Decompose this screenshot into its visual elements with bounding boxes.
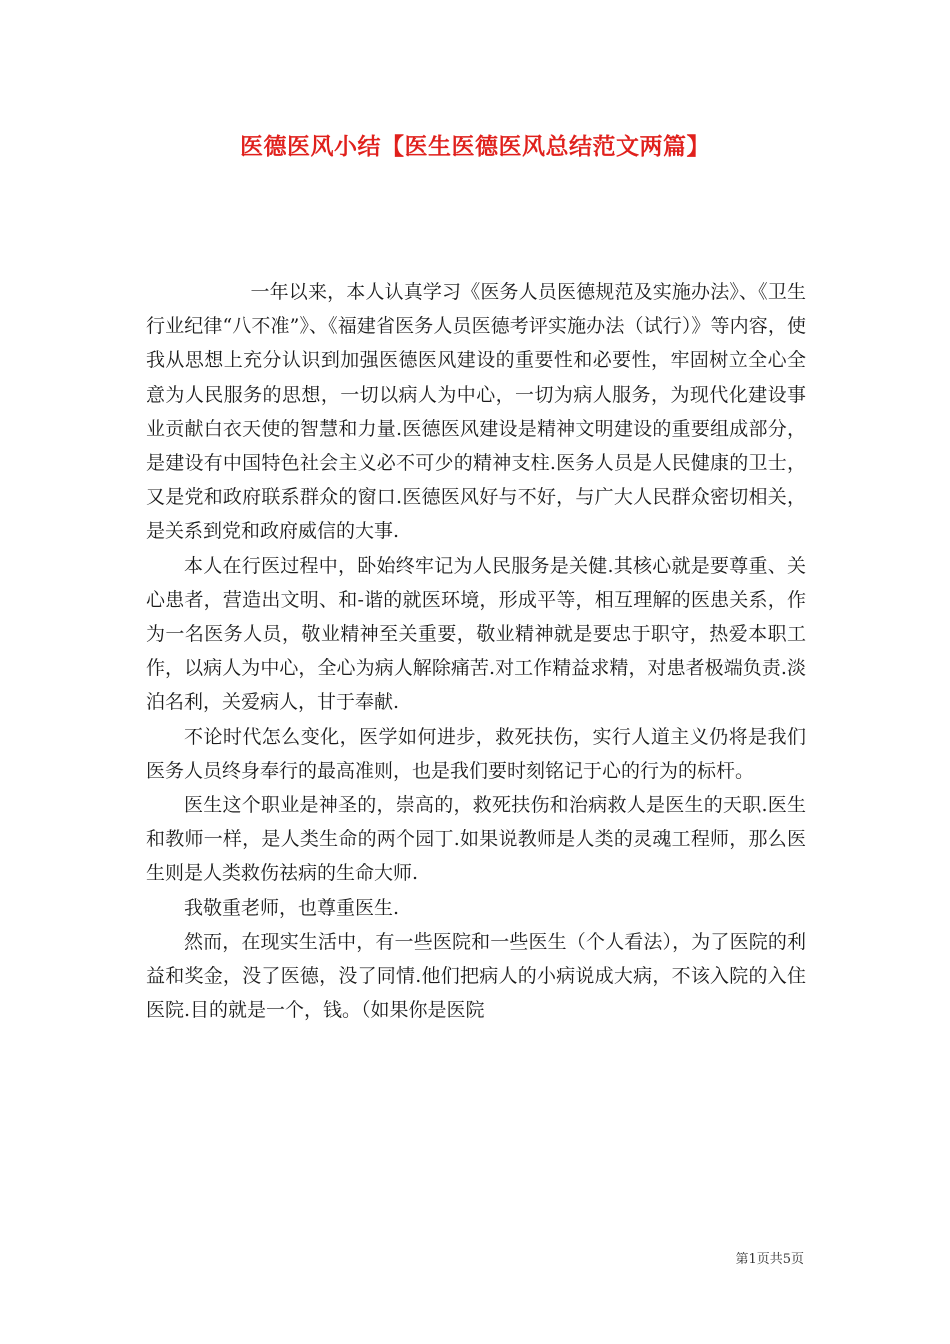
page-number-footer: 第1页共5页 (735, 1252, 804, 1267)
document-title: 医德医风小结【医生医德医风总结范文两篇】 (240, 133, 710, 160)
paragraph-2: 本人在行医过程中，卧始终牢记为人民服务是关健.其核心就是要尊重、关心患者，营造出文明、和-谐的就医环境，形成平等，相互理解的医患关系，作为一名医务人员，敬业精神至关重要，敬业精神就是要忠于职守，热爱本职工作，以病人为中心，全心为病人解除痛苦.对工作精益求精，对患者极端负责.淡泊名利，关爱病人，甘于奉献. (146, 554, 806, 714)
paragraph-4: 医生这个职业是神圣的，崇高的，救死扶伤和治病救人是医生的天职.医生和教师一样，是人类生命的两个园丁.如果说教师是人类的灵魂工程师，那么医生则是人类救伤祛病的生命大师. (146, 794, 806, 885)
paragraph-6: 然而，在现实生活中，有一些医院和一些医生（个人看法），为了医院的利益和奖金，没了医德，没了同情.他们把病人的小病说成大病，不该入院的入住医院.目的就是一个，钱。（如果你是医院 (146, 930, 806, 1022)
paragraph-5: 我敬重老师，也尊重医生. (184, 896, 400, 919)
paragraph-3: 不论时代怎么变化，医学如何进步，救死扶伤，实行人道主义仍将是我们医务人员终身奉行的最高准则，也是我们要时刻铭记于心的行为的标杆。 (146, 725, 806, 782)
paragraph-1: 一年以来，本人认真学习《医务人员医德规范及实施办法》、《卫生行业纪律“八不准”》、《福建省医务人员医德考评实施办法（试行）》等内容，使我从思想上充分认识到加强医德医风建设的重要性和必要性，牢固树立全心全意为人民服务的思想，一切以病人为中心，一切为病人服务，为现代化建设事业贡献白衣天使的智慧和力量.医德医风建设是精神文明建设的重要组成部分，是建设有中国特色社会主义必不可少的精神支柱.医务人员是人民健康的卫士，又是党和政府联系群众的窗口.医德医风好与不好，与广大人民群众密切相关，是关系到党和政府威信的大事. (146, 281, 806, 543)
document-body (146, 275, 806, 1027)
